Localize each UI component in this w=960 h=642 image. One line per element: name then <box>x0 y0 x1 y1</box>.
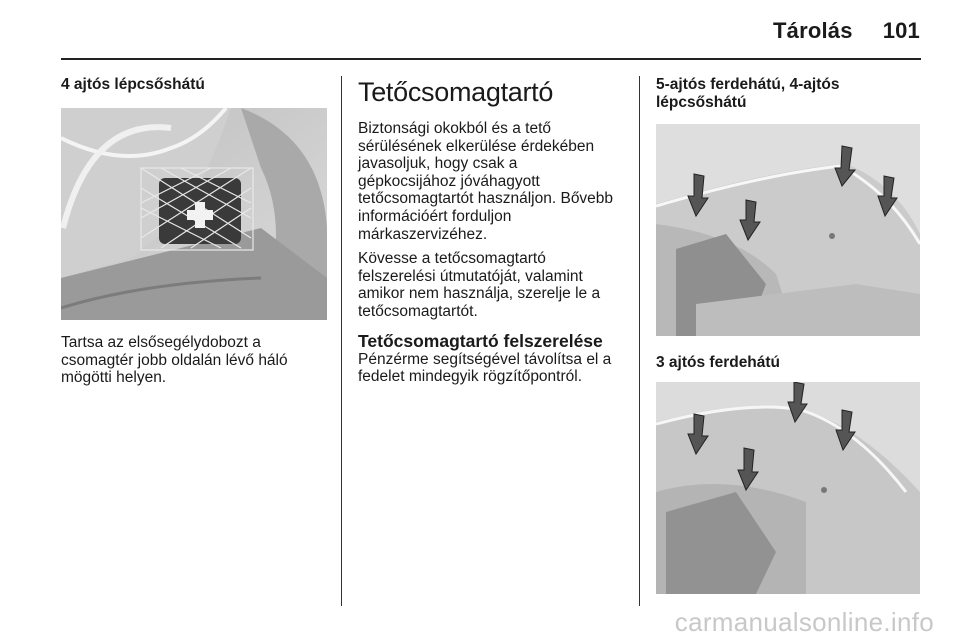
p1-line: gépkocsijához jóváhagyott <box>358 172 540 190</box>
left-column <box>61 76 331 387</box>
p1-line: Biztonsági okokból és a tető <box>358 120 552 137</box>
trunk-first-aid-kit-illustration-icon <box>61 108 327 320</box>
p2-line: felszerelési útmutatóját, valamint <box>358 267 583 285</box>
middle-column <box>358 76 623 386</box>
p1-line: javasoljuk, hogy csak a <box>358 155 518 173</box>
right-heading-1-line: lépcsőshátú <box>656 94 747 111</box>
right-heading-2: 3 ajtós ferdehátú <box>656 354 781 371</box>
page-number: 101 <box>882 18 920 43</box>
right-heading-1 <box>656 76 921 112</box>
left-text-line: Tartsa az elsősegélydobozt a <box>61 334 261 351</box>
right-column <box>656 76 921 594</box>
roof-rack-title: Tetőcsomagtartó <box>358 77 554 107</box>
roof-mount-points-3door-illustration-icon <box>656 382 920 594</box>
left-text-line: csomagtér jobb oldalán lévő háló <box>61 351 288 369</box>
left-heading: 4 ajtós lépcsőshátú <box>61 76 205 93</box>
header-rule <box>61 58 921 60</box>
section-title: Tárolás <box>773 18 853 43</box>
column-divider-2 <box>639 76 640 606</box>
p2-line: Kövesse a tetőcsomagtartó <box>358 250 546 268</box>
p3-line: fedelet mindegyik rögzítőpontról. <box>358 368 583 386</box>
watermark: carmanualsonline.info <box>674 607 934 637</box>
roof-mount-points-5door-illustration-icon <box>656 124 920 336</box>
page-header <box>773 18 920 44</box>
roof-rack-install-heading: Tetőcsomagtartó felszerelése <box>358 330 603 351</box>
column-divider-1 <box>341 76 342 606</box>
p2-line: amikor nem használja, szerelje le a <box>358 285 601 303</box>
p1-line: márkaszervizéhez. <box>358 225 488 243</box>
right-heading-1-line: 5-ajtós ferdehátú, 4-ajtós <box>656 76 840 93</box>
p1-line: sérülésének elkerülése érdekében <box>358 137 595 155</box>
p3-line: Pénzérme segítségével távolítsa el a <box>358 350 612 368</box>
left-text-line: mögötti helyen. <box>61 369 167 387</box>
p1-line: információért forduljon <box>358 207 512 225</box>
p2-line: tetőcsomagtartót. <box>358 302 478 320</box>
p1-line: tetőcsomagtartót használjon. Bővebb <box>358 190 614 208</box>
